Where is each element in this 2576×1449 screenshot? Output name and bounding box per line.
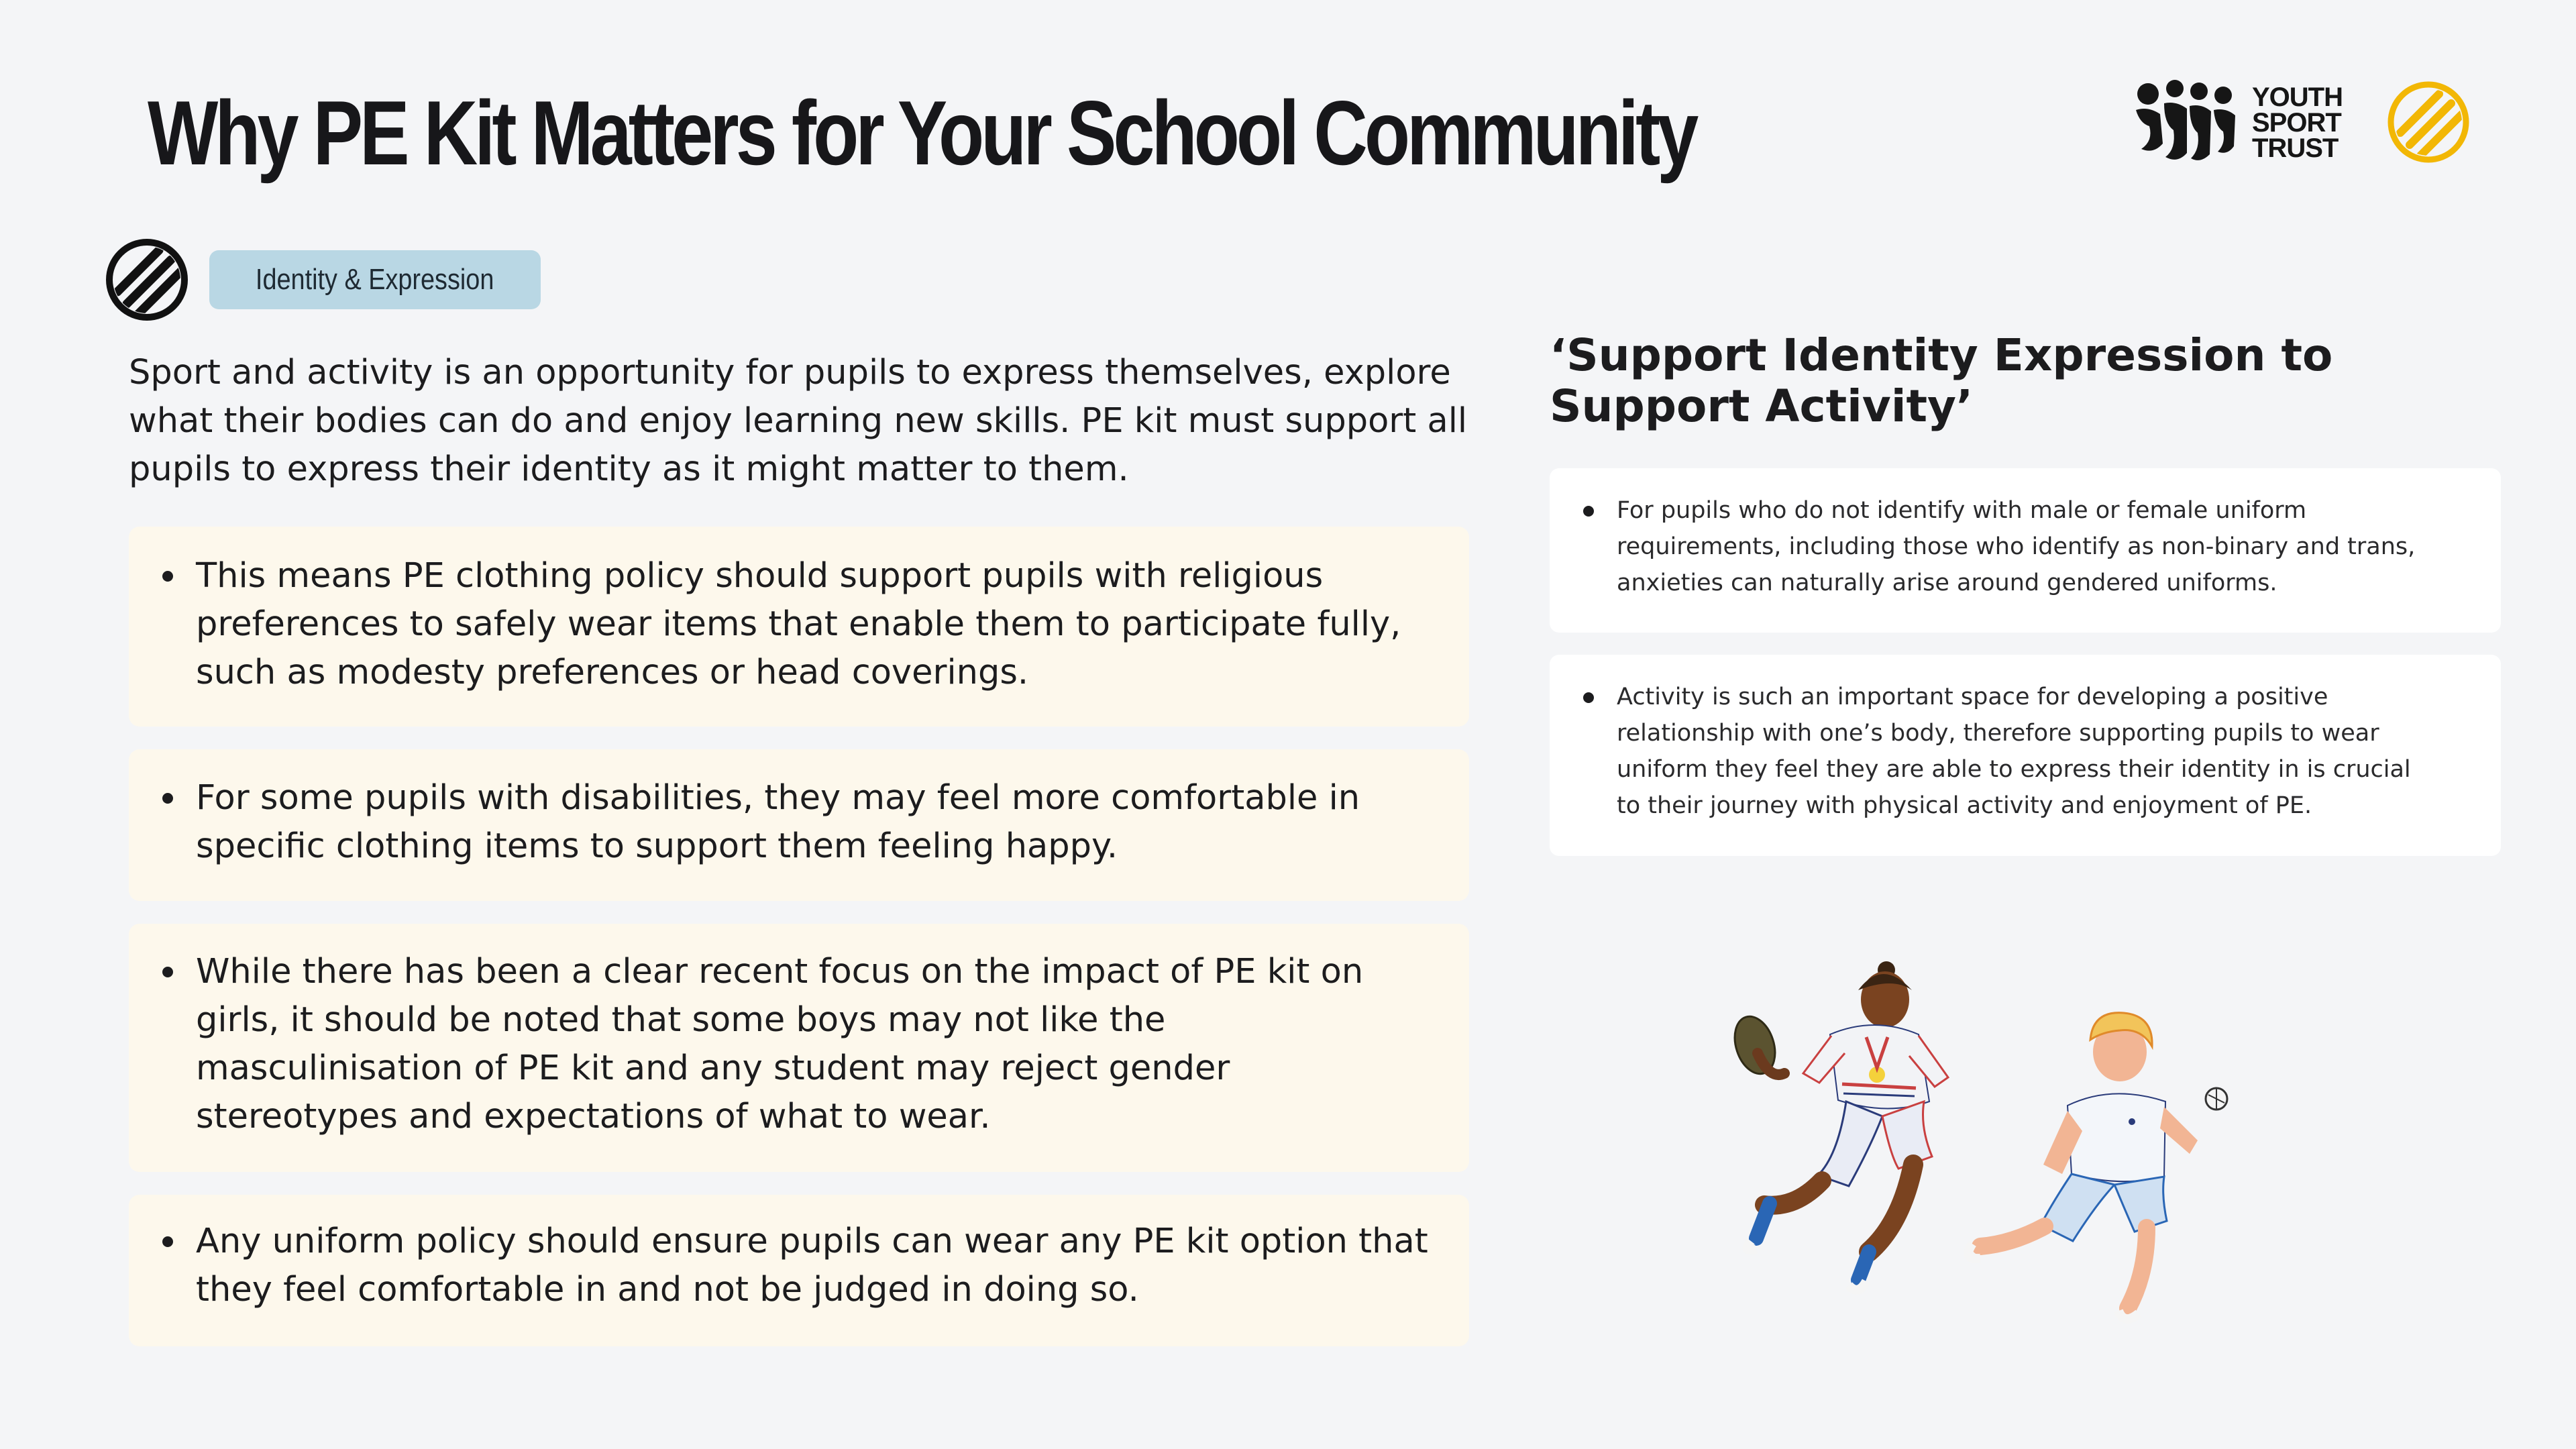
aside-point-text: For pupils who do not identify with male or female uniform requirements, including those who identify as non-binary and trans, anxieties can naturally arise around gendered uniforms.	[1617, 492, 2440, 601]
logo-text-line: TRUST	[2252, 133, 2339, 163]
intro-paragraph: Sport and activity is an opportunity for pupils to express themselves, explore what their bodies can do and enjoy learning new skills. PE kit must support all pupils to express their identity as it might matter to them.	[129, 353, 1468, 489]
yellow-stripe-badge-icon	[2387, 80, 2470, 164]
girl-figure	[1728, 961, 1948, 1290]
aside-heading: ‘Support Identity Expression to Support Activity’	[1550, 329, 2333, 432]
section-tag	[209, 250, 541, 309]
people-group-icon	[2133, 79, 2244, 166]
point-card	[129, 749, 1469, 901]
page-title: Why PE Kit Matters for Your School Community	[148, 82, 1696, 184]
aside-card	[1550, 655, 2501, 856]
youth-sport-trust-logo	[2133, 79, 2343, 166]
point-card	[129, 1195, 1469, 1346]
aside-point-text: Activity is such an important space for developing a positive relationship with one’s body, therefore supporting pupils to wear uniform they feel they are able to express their identity in is crucial to their journey with physical activity and enjoyment of PE.	[1617, 679, 2440, 824]
aside-card	[1550, 468, 2501, 633]
logo-text-line: YOUTH	[2252, 83, 2343, 112]
boy-figure	[1968, 1013, 2227, 1319]
logo-text-line: SPORT	[2252, 108, 2341, 138]
point-text: While there has been a clear recent focus on the impact of PE kit on girls, it should be noted that some boys may not like the masculinisation of PE kit and any student may reject gender stereotypes and expectations of what to wear.	[196, 948, 1429, 1141]
point-card	[129, 924, 1469, 1172]
point-text: This means PE clothing policy should support pupils with religious preferences to safely wear items that enable them to participate fully, such as modesty preferences or head coverings.	[196, 552, 1429, 697]
children-playing-illustration	[1717, 946, 2254, 1368]
point-text: Any uniform policy should ensure pupils can wear any PE kit option that they feel comfortable in and not be judged in doing so.	[196, 1218, 1429, 1314]
point-card	[129, 527, 1469, 727]
striped-circle-icon	[105, 238, 189, 321]
point-text: For some pupils with disabilities, they may feel more comfortable in specific clothing items to support them feeling happy.	[196, 774, 1429, 871]
section-tag-label: Identity & Expression	[256, 263, 494, 296]
